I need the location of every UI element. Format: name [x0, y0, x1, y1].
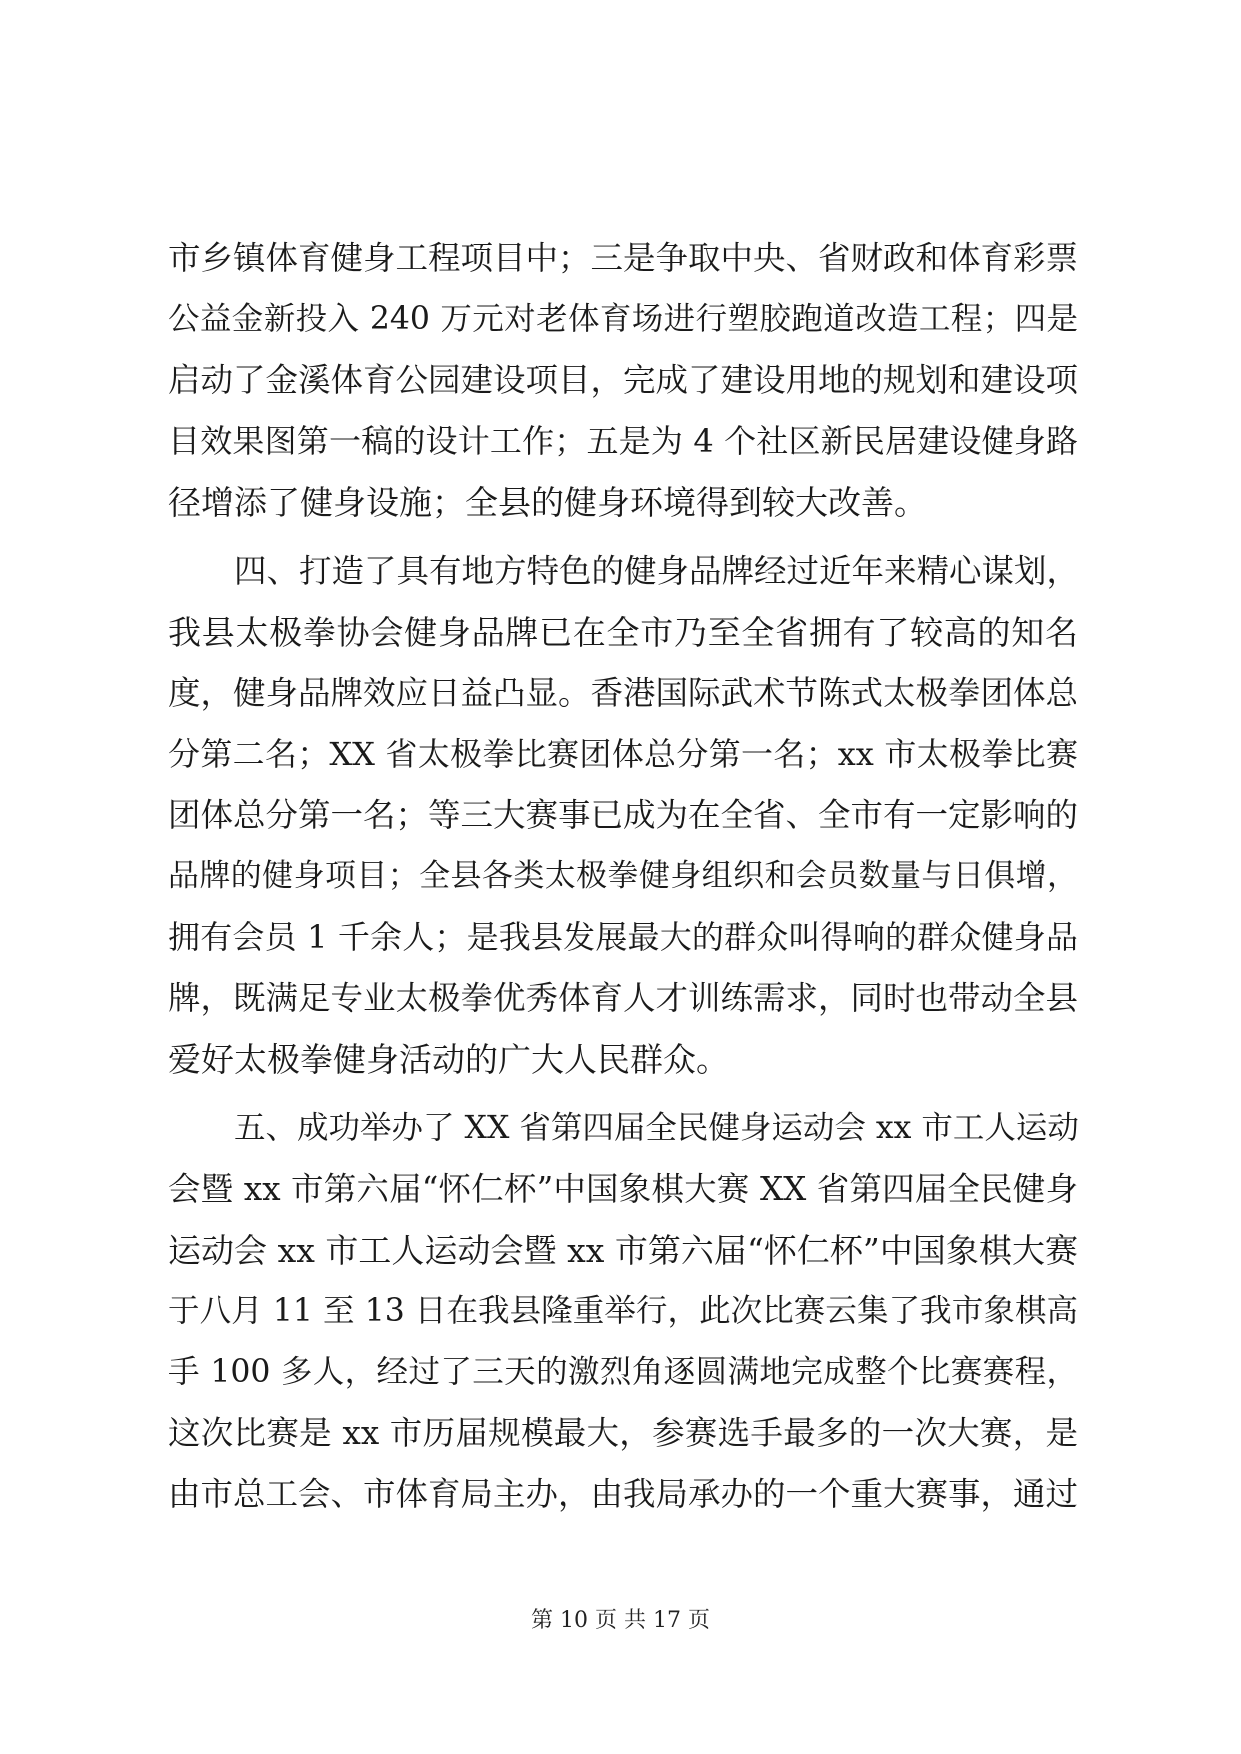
- text-line: 启动了金溪体育公园建设项目，完成了建设用地的规划和建设项: [168, 361, 1079, 399]
- text-line: 五、成功举办了 XX 省第四届全民健身运动会 xx 市工人运动: [234, 1110, 1079, 1146]
- text-line: 市乡镇体育健身工程项目中；三是争取中央、省财政和体育彩票: [168, 239, 1079, 277]
- text-line: 分第二名；XX 省太极拳比赛团体总分第一名；xx 市太极拳比赛: [168, 735, 1078, 773]
- text-line: 目效果图第一稿的设计工作；五是为 4 个社区新民居建设健身路: [168, 422, 1078, 460]
- page-number-footer: 第 10 页 共 17 页: [531, 1608, 710, 1633]
- text-line: 度，健身品牌效应日益凸显。香港国际武术节陈式太极拳团体总: [168, 674, 1079, 712]
- text-line: 我县太极拳协会健身品牌已在全市乃至全省拥有了较高的知名: [168, 613, 1078, 652]
- paragraph-2: [168, 541, 1078, 1090]
- text-line: 于八月 11 至 13 日在我县隆重举行，此次比赛云集了我市象棋高: [168, 1293, 1078, 1329]
- text-line: 由市总工会、市体育局主办，由我局承办的一个重大赛事，通过: [168, 1475, 1079, 1513]
- text-line: 品牌的健身项目；全县各类太极拳健身组织和会员数量与日俱增，: [168, 858, 1078, 894]
- paragraph-3: [168, 1098, 1078, 1525]
- text-line: 团体总分第一名；等三大赛事已成为在全省、全市有一定影响的: [168, 796, 1079, 834]
- text-line: 拥有会员 1 千余人；是我县发展最大的群众叫得响的群众健身品: [168, 918, 1078, 956]
- text-line: 公益金新投入 240 万元对老体育场进行塑胶跑道改造工程；四是: [168, 301, 1078, 337]
- text-line: 运动会 xx 市工人运动会暨 xx 市第六届“怀仁杯”中国象棋大赛: [168, 1231, 1078, 1270]
- text-line: 这次比赛是 xx 市历届规模最大，参赛选手最多的一次大赛，是: [168, 1414, 1078, 1452]
- text-line: 爱好太极拳健身活动的广大人民群众。: [168, 1040, 729, 1079]
- text-line: 四、打造了具有地方特色的健身品牌经过近年来精心谋划，: [234, 552, 1080, 590]
- document-body: [168, 228, 1078, 1525]
- text-line: 径增添了健身设施；全县的健身环境得到较大改善。: [168, 483, 927, 522]
- paragraph-1: [168, 228, 1078, 533]
- text-line: 手 100 多人，经过了三天的激烈角逐圆满地完成整个比赛赛程，: [168, 1354, 1078, 1390]
- text-line: 牌，既满足专业太极拳优秀体育人才训练需求，同时也带动全县: [168, 979, 1079, 1017]
- text-line: 会暨 xx 市第六届“怀仁杯”中国象棋大赛 XX 省第四届全民健身: [168, 1170, 1078, 1208]
